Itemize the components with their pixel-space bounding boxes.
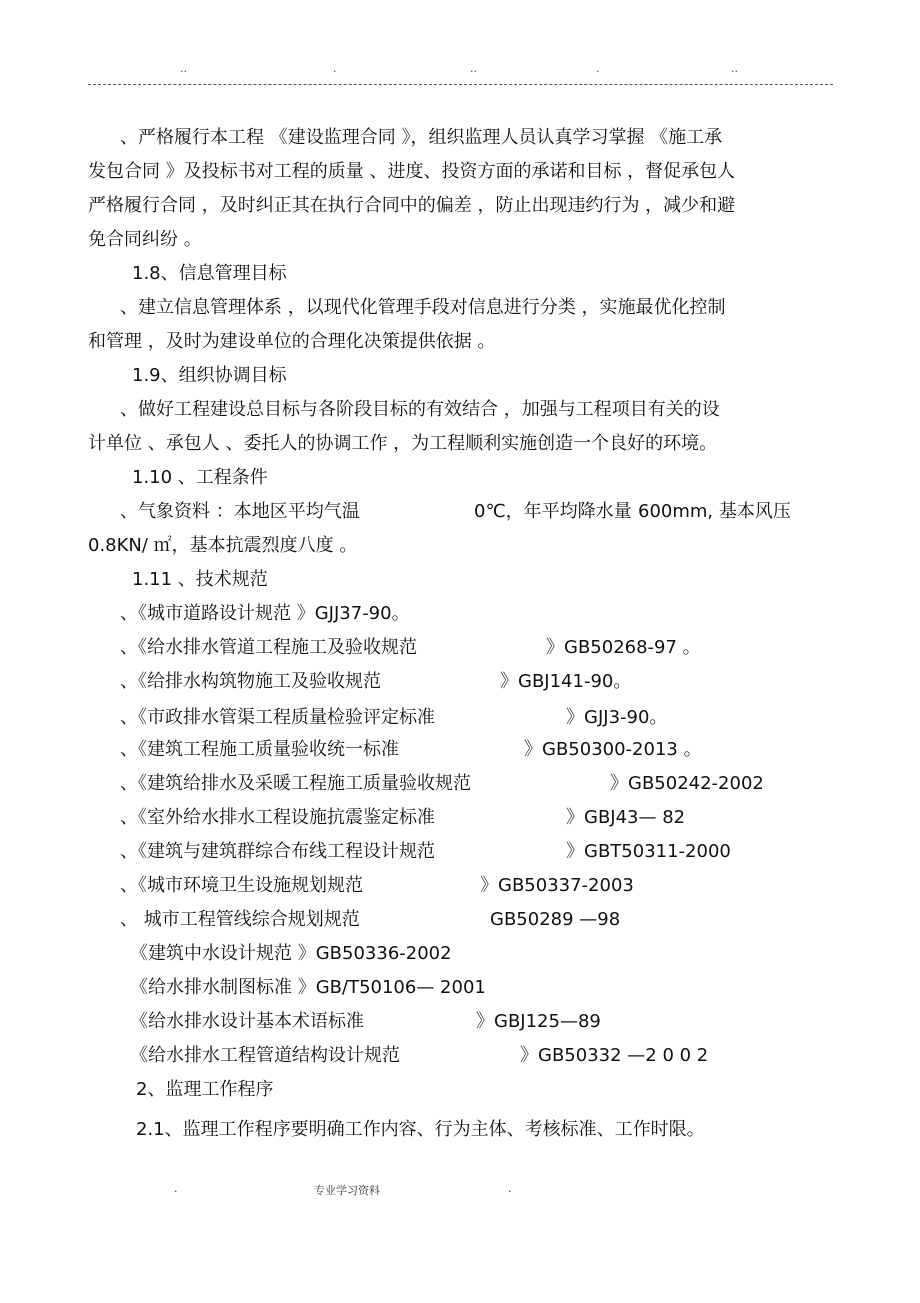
footer-text: 专业学习资料 bbox=[314, 1184, 380, 1197]
section-heading: 1.11 、技术规范 bbox=[132, 569, 268, 590]
spec-code: 》GBT50311-2000 bbox=[566, 841, 731, 862]
header-dot: . bbox=[333, 62, 337, 75]
spec-item: 、《建筑给排水及采暖工程施工质量验收规范 bbox=[120, 773, 471, 794]
footer-dot: . bbox=[174, 1182, 178, 1195]
paragraph-segment: 、气象资料 ：本地区平均气温 bbox=[120, 501, 360, 522]
spec-item: 、《建筑工程施工质量验收统一标准 bbox=[120, 739, 399, 760]
section-heading: 2.1、监理工作程序要明确工作内容、行为主体、考核标准、工作时限。 bbox=[136, 1119, 705, 1140]
section-heading: 1.10 、工程条件 bbox=[132, 467, 268, 488]
spec-item: 、《给排水构筑物施工及验收规范 bbox=[120, 671, 381, 692]
section-heading: 1.9、组织协调目标 bbox=[132, 365, 287, 386]
spec-code: GB50289 —98 bbox=[490, 909, 621, 930]
paragraph-line: 、严格履行本工程 《建设监理合同 》，组织监理人员认真学习掌握 《施工承 bbox=[120, 127, 723, 148]
paragraph-segment: 0℃，年平均降水量 bbox=[474, 501, 632, 522]
header-dot: . bbox=[596, 62, 600, 75]
spec-code: 》GB50300-2013 。 bbox=[524, 739, 702, 760]
spec-item: 《给水排水设计基本术语标准 bbox=[130, 1011, 364, 1032]
spec-item: 《给水排水工程管道结构设计规范 bbox=[130, 1045, 400, 1066]
header-dot: .. bbox=[180, 62, 187, 75]
spec-item: 《建筑中水设计规范 》GB50336-2002 bbox=[130, 943, 452, 964]
spec-item: 、《建筑与建筑群综合布线工程设计规范 bbox=[120, 841, 435, 862]
spec-item: 、 城市工程管线综合规划规范 bbox=[120, 909, 360, 930]
spec-code: 》GB50337-2003 bbox=[480, 875, 634, 896]
paragraph-segment: 600mm, 基本风压 bbox=[638, 501, 791, 522]
spec-item: 、《城市环境卫生设施规划规范 bbox=[120, 875, 363, 896]
spec-code: 》GBJ125—89 bbox=[476, 1011, 601, 1032]
spec-code: 》GBJ43— 82 bbox=[566, 807, 686, 828]
header-dot: .. bbox=[731, 62, 738, 75]
paragraph-line: 计单位 、承包人 、委托人的协调工作 ，为工程顺利实施创造一个良好的环境。 bbox=[88, 433, 718, 454]
header-dot: .. bbox=[470, 62, 477, 75]
paragraph-line: 0.8KN/ ㎡，基本抗震烈度八度 。 bbox=[88, 535, 358, 556]
paragraph-line: 发包合同 》及投标书对工程的质量 、进度、投资方面的承诺和目标 ，督促承包人 bbox=[88, 161, 736, 182]
spec-code: 》GJJ3-90。 bbox=[566, 707, 668, 728]
spec-item: 、《城市道路设计规范 》GJJ37-90。 bbox=[120, 603, 410, 624]
spec-item: 、《室外给水排水工程设施抗震鉴定标准 bbox=[120, 807, 435, 828]
paragraph-line: 、做好工程建设总目标与各阶段目标的有效结合 ，加强与工程项目有关的设 bbox=[120, 399, 720, 420]
paragraph-line: 和管理 ，及时为建设单位的合理化决策提供依据 。 bbox=[88, 331, 496, 352]
footer-dot: . bbox=[508, 1182, 512, 1195]
header-rule bbox=[88, 84, 833, 85]
spec-item: 、《给水排水管道工程施工及验收规范 bbox=[120, 637, 417, 658]
paragraph-line: 免合同纠纷 。 bbox=[88, 229, 202, 250]
spec-code: 》GB50332 —2 0 0 2 bbox=[520, 1045, 709, 1066]
spec-code: 》GBJ141-90。 bbox=[500, 671, 632, 692]
spec-code: 》GB50242-2002 bbox=[610, 773, 764, 794]
section-heading: 2、监理工作程序 bbox=[136, 1079, 274, 1100]
spec-item: 《给水排水制图标准 》GB/T50106— 2001 bbox=[130, 977, 486, 998]
paragraph-line: 、建立信息管理体系 ，以现代化管理手段对信息进行分类 ，实施最优化控制 bbox=[120, 297, 726, 318]
spec-code: 》GB50268-97 。 bbox=[546, 637, 701, 658]
spec-item: 、《市政排水管渠工程质量检验评定标准 bbox=[120, 707, 435, 728]
paragraph-line: 严格履行合同 ，及时纠正其在执行合同中的偏差 ，防止出现违约行为 ，减少和避 bbox=[88, 195, 736, 216]
section-heading: 1.8、信息管理目标 bbox=[132, 263, 287, 284]
